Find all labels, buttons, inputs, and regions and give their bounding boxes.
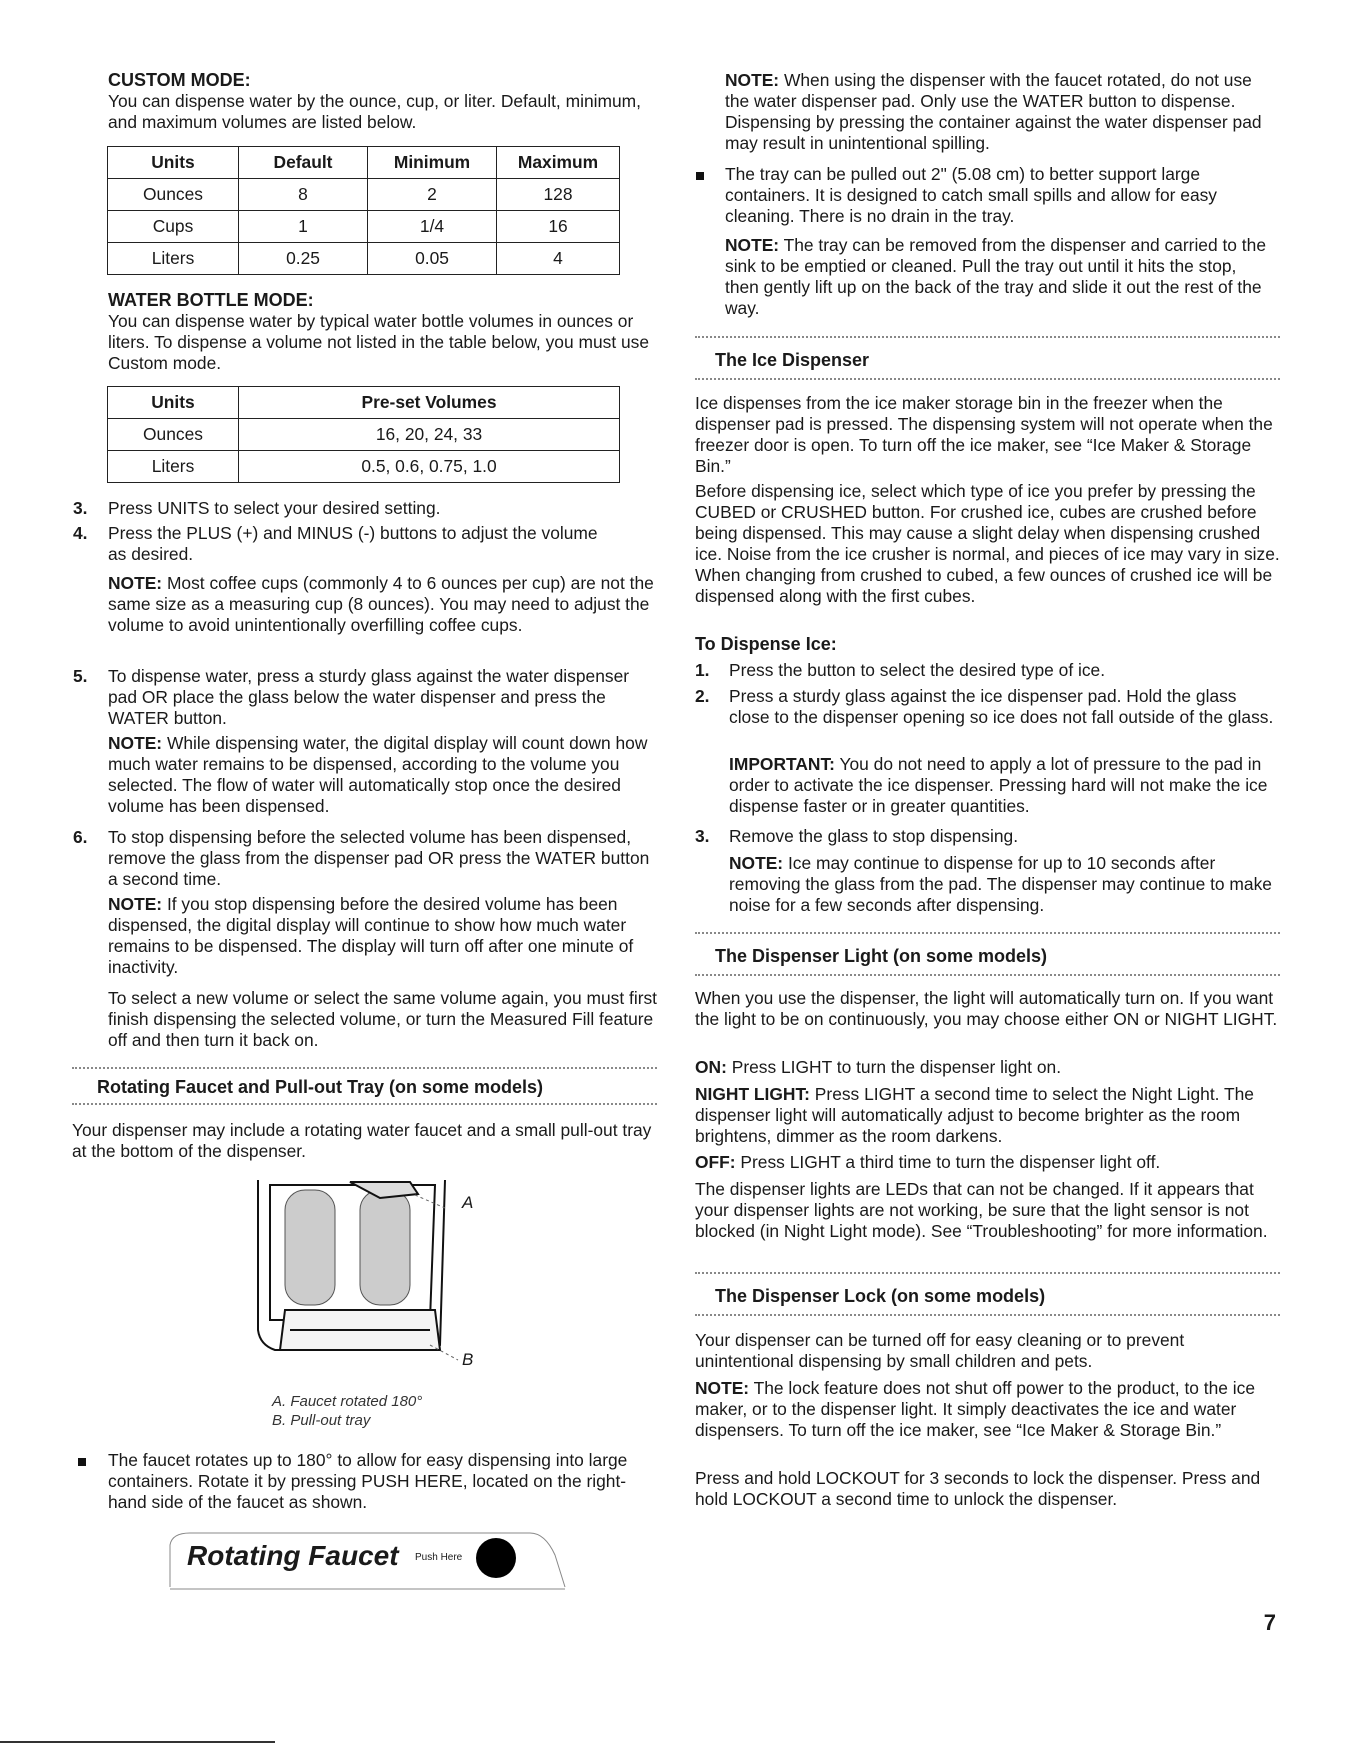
step-number: 3. xyxy=(73,498,88,518)
note-label: NOTE: xyxy=(108,573,163,593)
night-light-label: NIGHT LIGHT: xyxy=(695,1084,810,1104)
table-row xyxy=(108,211,620,243)
water-bottle-title: WATER BOTTLE MODE: xyxy=(108,290,314,310)
note-coffee xyxy=(108,573,658,636)
off-text: Press LIGHT a third time to turn the dispenser light off. xyxy=(735,1152,1161,1172)
lock-section-title: The Dispenser Lock (on some models) xyxy=(715,1286,1046,1306)
step-text: Press a sturdy glass against the ice dispenser pad. Hold the glass close to the dispenser opening so ice does not fall outside of the glass. xyxy=(729,686,1274,727)
note-text: When using the dispenser with the faucet rotated, do not use the water dispenser pad. Only use the WATER button to dispense. Dispensing by pressing the container against the water dispenser pad may result in unintentional spilling. xyxy=(725,70,1262,153)
note-text: Ice may continue to dispense for up to 10 seconds after removing the glass from the pad. The dispenser may continue to make noise for a few seconds after dispensing. xyxy=(729,853,1272,915)
ice-paragraph-1: Ice dispenses from the ice maker storage bin in the freezer when the dispenser pad is pressed. The dispensing system will not operate when the freezer door is open. To turn off the ice maker, see “Ice Maker & Storage Bin.” xyxy=(695,393,1273,476)
important-text: You do not need to apply a lot of pressure to the pad in order to activate the ice dispenser. Pressing hard will not make the ice dispense faster or in greater quantities. xyxy=(729,754,1268,816)
table-cell: Cups xyxy=(108,211,239,243)
custom-volume-table xyxy=(107,146,620,275)
table-header: Units xyxy=(108,147,239,179)
step-number: 6. xyxy=(73,827,88,847)
section-divider xyxy=(72,1067,657,1069)
night-light-text xyxy=(695,1084,1270,1147)
note-label: NOTE: xyxy=(695,1378,750,1398)
table-row xyxy=(108,243,620,275)
section-divider xyxy=(695,974,1280,976)
note-display xyxy=(108,733,658,817)
note-label: NOTE: xyxy=(108,733,163,753)
step-text: Press the button to select the desired type of ice. xyxy=(729,660,1106,680)
custom-mode-block xyxy=(108,70,668,133)
table-cell: 2 xyxy=(368,179,497,211)
faucet-section-title: Rotating Faucet and Pull-out Tray (on some models) xyxy=(97,1077,544,1097)
note-lock xyxy=(695,1378,1280,1441)
step-number: 4. xyxy=(73,523,88,543)
step-text: To stop dispensing before the selected volume has been dispensed, remove the glass from the dispenser pad OR press the WATER button a second time. xyxy=(108,827,650,889)
caption-a: A. Faucet rotated 180° xyxy=(272,1393,423,1410)
section-divider xyxy=(72,1103,657,1105)
step-number: 1. xyxy=(695,660,710,680)
table-row xyxy=(108,419,620,451)
light-paragraph-2: The dispenser lights are LEDs that can not be changed. If it appears that your dispenser lights are not working, be sure that the light sensor is not blocked (in Night Light mode). See “Troubleshooting” for more information. xyxy=(695,1179,1268,1241)
light-on-text xyxy=(695,1057,1280,1078)
table-cell: Liters xyxy=(108,451,239,483)
caption-b: B. Pull-out tray xyxy=(272,1412,371,1429)
table-cell: Liters xyxy=(108,243,239,275)
step-number: 2. xyxy=(695,686,710,706)
ice-paragraph-2: Before dispensing ice, select which type of ice you prefer by pressing the CUBED or CRUSHED button. For crushed ice, cubes are crushed before being dispensed. This may cause a slight delay when dispensing crushed ice. Noise from the ice crusher is normal, and pieces of ice may vary in size. When changing from crushed to cubed, a few ounces of crushed ice will be dispensed along with the first cubes. xyxy=(695,481,1280,606)
tray-bullet-text: The tray can be pulled out 2" (5.08 cm) to better support large containers. It is designed to catch small spills and allow for easy cleaning. There is no drain in the tray. xyxy=(725,164,1218,226)
note-stop xyxy=(108,894,658,978)
table-header: Maximum xyxy=(497,147,620,179)
note-tray xyxy=(725,235,1275,319)
step-text: To dispense water, press a sturdy glass against the water dispenser pad OR place the glass below the water dispenser and press the WATER button. xyxy=(108,666,630,728)
table-header: Default xyxy=(239,147,368,179)
table-row xyxy=(108,451,620,483)
light-paragraph-1: When you use the dispenser, the light will automatically turn on. If you want the light to be on continuously, you may choose either ON or NIGHT LIGHT. xyxy=(695,988,1278,1029)
custom-mode-text: You can dispense water by the ounce, cup, or liter. Default, minimum, and maximum volumes are listed below. xyxy=(108,91,641,132)
ice-section-title: The Ice Dispenser xyxy=(715,350,870,370)
faucet-bullet-text: The faucet rotates up to 180° to allow for easy dispensing into large containers. Rotate it by pressing PUSH HERE, located on the right-hand side of the faucet as shown. xyxy=(108,1450,628,1512)
on-label: ON: xyxy=(695,1057,727,1077)
table-cell: 16 xyxy=(497,211,620,243)
light-section-title: The Dispenser Light (on some models) xyxy=(715,946,1048,966)
table-cell: 16, 20, 24, 33 xyxy=(239,419,620,451)
note-label: NOTE: xyxy=(729,853,784,873)
note-text: The tray can be removed from the dispenser and carried to the sink to be emptied or cleaned. Pull the tray out until it hits the stop, then gently lift up on the back of the tray and slide it out the rest of the way. xyxy=(725,235,1266,318)
table-cell: 128 xyxy=(497,179,620,211)
night-light-desc: Press LIGHT a second time to select the Night Light. The dispenser light will automatically adjust to become brighter as the room brightens, dimmer as the room darkens. xyxy=(695,1084,1254,1146)
table-cell: 0.05 xyxy=(368,243,497,275)
important-note xyxy=(729,754,1279,817)
section-divider xyxy=(695,1272,1280,1274)
water-bottle-block xyxy=(108,290,668,374)
table-cell: Ounces xyxy=(108,179,239,211)
faucet-intro: Your dispenser may include a rotating water faucet and a small pull-out tray at the bottom of the dispenser. xyxy=(72,1120,652,1161)
section-divider xyxy=(695,932,1280,934)
important-label: IMPORTANT: xyxy=(729,754,835,774)
section-divider xyxy=(695,336,1280,338)
section-divider xyxy=(695,378,1280,380)
dispense-ice-title: To Dispense Ice: xyxy=(695,634,837,654)
table-header: Units xyxy=(108,387,239,419)
note-faucet-rotated xyxy=(725,70,1275,154)
water-bottle-text: You can dispense water by typical water bottle volumes in ounces or liters. To dispense a volume not listed in the table below, you must use Custom mode. xyxy=(108,311,650,373)
page-number: 7 xyxy=(1263,1610,1276,1635)
bullet-icon xyxy=(696,172,704,180)
table-row xyxy=(108,179,620,211)
step-text: Remove the glass to stop dispensing. xyxy=(729,826,1019,846)
table-cell: 8 xyxy=(239,179,368,211)
footer-rule xyxy=(0,1741,275,1743)
push-here-label: Push Here xyxy=(415,1552,463,1563)
faucet-tray-illustration xyxy=(240,1170,490,1380)
table-cell: Ounces xyxy=(108,419,239,451)
preset-volume-table xyxy=(107,386,620,483)
note-label: NOTE: xyxy=(725,70,780,90)
figure-label-a: A xyxy=(462,1193,474,1212)
off-label: OFF: xyxy=(695,1152,736,1172)
table-cell: 1/4 xyxy=(368,211,497,243)
table-header: Minimum xyxy=(368,147,497,179)
note-text: The lock feature does not shut off power to the product, to the ice maker, or to the dispenser light. It simply deactivates the ice and water dispensers. To turn off the ice maker, see “Ice Maker & Storage Bin.” xyxy=(695,1378,1256,1440)
rotating-faucet-label: Rotating Faucet xyxy=(187,1540,399,1571)
step-text: Press the PLUS (+) and MINUS (-) buttons to adjust the volume as desired. xyxy=(108,523,598,564)
lock-paragraph-2: Press and hold LOCKOUT for 3 seconds to lock the dispenser. Press and hold LOCKOUT a second time to unlock the dispenser. xyxy=(695,1468,1261,1509)
select-volume-text: To select a new volume or select the same volume again, you must first finish dispensing the selected volume, or turn the Measured Fill feature off and then turn it back on. xyxy=(108,988,658,1050)
step-number: 5. xyxy=(73,666,88,686)
step-text: Press UNITS to select your desired setting. xyxy=(108,498,441,518)
note-label: NOTE: xyxy=(725,235,780,255)
table-cell: 0.5, 0.6, 0.75, 1.0 xyxy=(239,451,620,483)
section-divider xyxy=(695,1314,1280,1316)
table-header: Pre-set Volumes xyxy=(239,387,620,419)
lock-paragraph-1: Your dispenser can be turned off for easy cleaning or to prevent unintentional dispensing by small children and pets. xyxy=(695,1330,1185,1371)
bullet-icon xyxy=(78,1458,86,1466)
note-text: Most coffee cups (commonly 4 to 6 ounces per cup) are not the same size as a measuring cup (8 ounces). You may need to adjust the volume to avoid unintentionally overfilling coffee cups. xyxy=(108,573,654,635)
note-ice xyxy=(729,853,1274,916)
note-text: While dispensing water, the digital display will count down how much water remains to be dispensed, according to the volume you selected. The flow of water will automatically stop once the desired volume has been dispensed. xyxy=(108,733,648,816)
light-off-text xyxy=(695,1152,1280,1173)
table-cell: 1 xyxy=(239,211,368,243)
table-cell: 0.25 xyxy=(239,243,368,275)
step-number: 3. xyxy=(695,826,710,846)
on-text: Press LIGHT to turn the dispenser light on. xyxy=(726,1057,1062,1077)
note-text: If you stop dispensing before the desired volume has been dispensed, the digital display will continue to show how much water remains to be dispensed. The display will turn off after one minute of inactivity. xyxy=(108,894,634,977)
note-label: NOTE: xyxy=(108,894,163,914)
table-cell: 4 xyxy=(497,243,620,275)
figure-label-b: B xyxy=(462,1350,474,1369)
custom-mode-title: CUSTOM MODE: xyxy=(108,70,251,90)
